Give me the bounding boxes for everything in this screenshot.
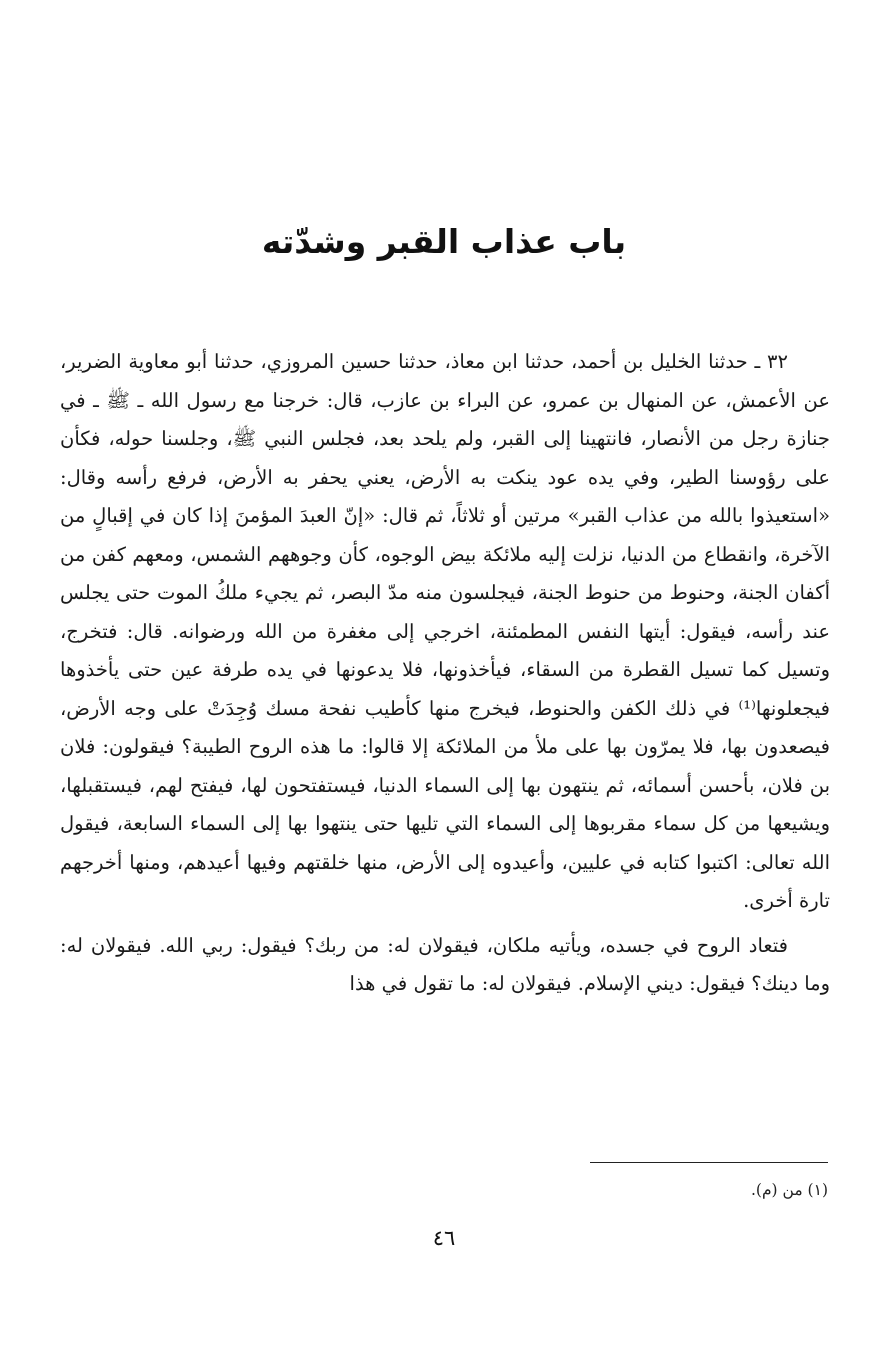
footnote: (١) من (م).	[750, 1181, 828, 1199]
hadith-paragraph: ٣٢ ـ حدثنا الخليل بن أحمد، حدثنا ابن معاذ، حدثنا حسين المروزي، حدثنا أبو معاوية الضرير، عن الأعمش، عن المنهال بن عمرو، عن البراء بن عازب، قال: خرجنا مع رسول الله ـ ﷺ ـ في جنازة رجل من الأنصار، فانتهينا إلى القبر، ولم يلحد بعد، فجلس النبي ﷺ، وجلسنا حوله، فكأن على رؤوسنا الطير، وفي يده عود ينكت به الأرض، يعني يحفر به الأرض، فرفع رأسه وقال: «استعيذوا بالله من عذاب القبر» مرتين أو ثلاثاً، ثم قال: «إنّ العبدَ المؤمنَ إذا كان في إقبالٍ من الآخرة، وانقطاع من الدنيا، نزلت إليه ملائكة بيض الوجوه، كأن وجوههم الشمس، ومعهم كفن من أكفان الجنة، وحنوط من حنوط الجنة، فيجلسون منه مدّ البصر، ثم يجيء ملكُ الموت حتى يجلس عند رأسه، فيقول: أيتها النفس المطمئنة، اخرجي إلى مغفرة من الله ورضوانه. قال: فتخرج، وتسيل كما تسيل القطرة من السقاء، فيأخذونها، فلا يدعونها في يده طرفة عين حتى يأخذوها فيجعلونها⁽¹⁾ في ذلك الكفن والحنوط، فيخرج منها كأطيب نفحة مسك وُجِدَتْ على وجه الأرض، فيصعدون بها، فلا يمرّون بها على ملأ من الملائكة إلا قالوا: ما هذه الروح الطيبة؟ فيقولون: فلان بن فلان، بأحسن أسمائه، ثم ينتهون بها إلى السماء الدنيا، فيستفتحون لها، فيفتح لهم، فيستقبلها، ويشيعها من كل سماء مقربوها إلى السماء التي تليها حتى ينتهوا بها إلى السماء السابعة، فيقول الله تعالى: اكتبوا كتابه في عليين، وأعيدوه إلى الأرض، منها خلقتهم وفيها أعيدهم، ومنها أخرجهم تارة أخرى.	[60, 350, 830, 912]
chapter-title: باب عذاب القبر وشدّته	[261, 222, 627, 262]
continuation-paragraph: فتعاد الروح في جسده، ويأتيه ملكان، فيقولان له: من ربك؟ فيقول: ربي الله. فيقولان له: وما دينك؟ فيقول: ديني الإسلام. فيقولان له: ما تقول في هذا	[60, 933, 830, 995]
page-number: ٤٦	[432, 1226, 456, 1250]
body-text	[60, 343, 830, 1004]
footnote-divider	[590, 1162, 828, 1163]
